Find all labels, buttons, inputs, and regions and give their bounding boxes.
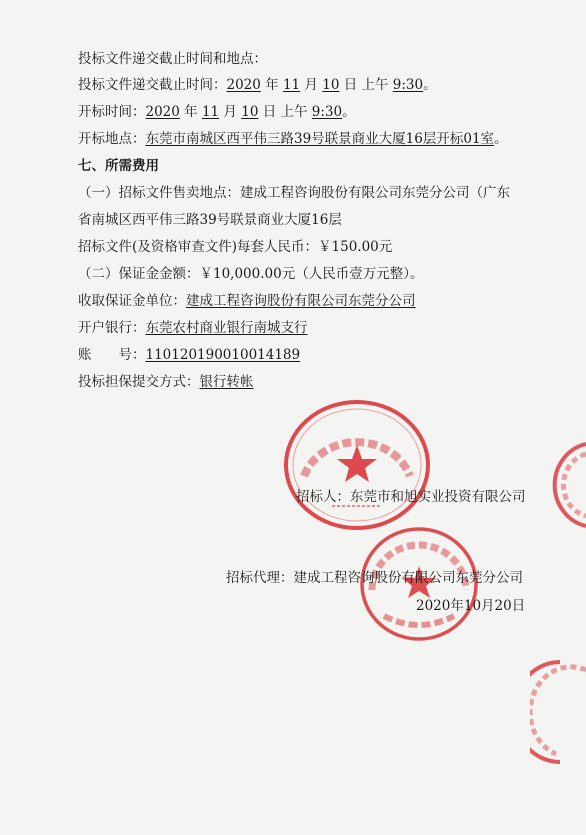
sale-location-line-2: 省南城区西平伟三路39号联景商业大厦16层 xyxy=(78,212,342,228)
opening-time-line: 开标时间：2020 年 11 月 10 日 上午 9:30。 xyxy=(78,104,356,120)
guarantee-line: 投标担保提交方式：银行转帐 xyxy=(78,374,254,390)
bank-line: 开户银行：东莞农村商业银行南城支行 xyxy=(78,320,308,336)
account-line: 账 号：110120190010014189 xyxy=(78,347,301,363)
deposit-amount-line: （二）保证金金额：￥10,000.00元（人民币壹万元整）。 xyxy=(78,266,424,282)
sign-date: 2020年10月20日 xyxy=(416,598,526,614)
fees-heading: 七、所需费用 xyxy=(78,158,159,174)
opening-location-line: 开标地点：东莞市南城区西平伟三路39号联景商业大厦16层开标01室。 xyxy=(78,131,508,147)
deadline-line: 投标文件递交截止时间：2020 年 11 月 10 日 上午 9:30。 xyxy=(78,77,437,93)
deposit-unit-line: 收取保证金单位：建成工程咨询股份有限公司东莞分公司 xyxy=(78,293,416,309)
agent-line: 招标代理：建成工程咨询股份有限公司东莞分公司 xyxy=(226,570,523,586)
star-icon xyxy=(337,445,377,482)
edge-seal-stamp-bottom xyxy=(530,660,586,764)
sale-location-line-1: （一）招标文件售卖地点：建成工程咨询股份有限公司东莞分公司（广东 xyxy=(78,185,510,201)
tenderer-seal-stamp xyxy=(282,398,432,532)
edge-seal-stamp-top xyxy=(544,440,586,530)
tenderer-line: 招标人：东莞市和旭实业投资有限公司 xyxy=(296,489,526,505)
submission-heading: 投标文件递交截止时间和地点： xyxy=(78,51,267,67)
document-fee-line: 招标文件(及资格审查文件)每套人民币：￥150.00元 xyxy=(78,239,393,255)
